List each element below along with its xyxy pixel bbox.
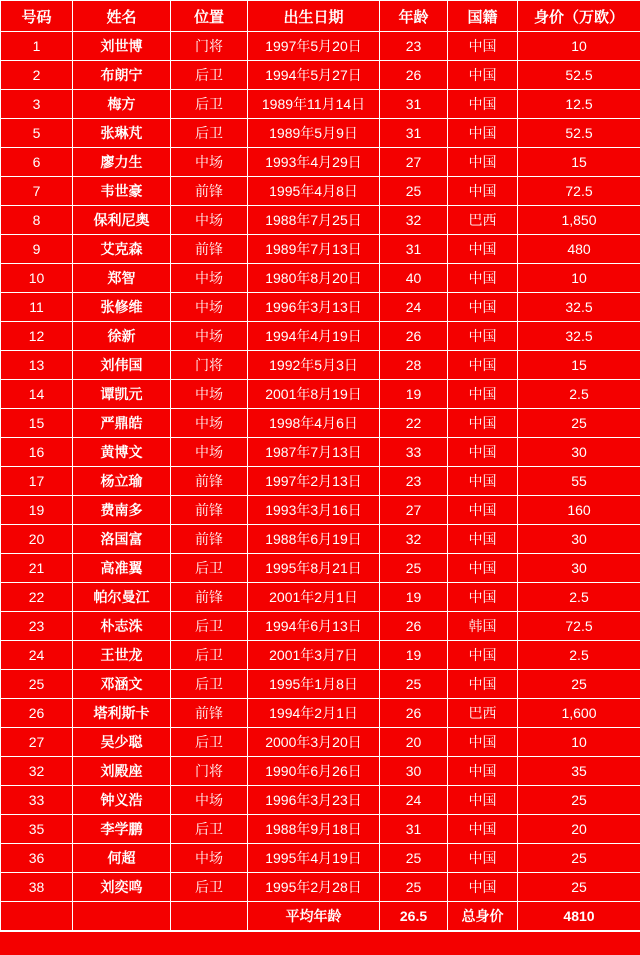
cell-age: 23 [380, 32, 448, 61]
cell-nationality: 中国 [448, 670, 518, 699]
table-row[interactable] [1, 409, 640, 438]
cell-position: 后卫 [171, 873, 248, 902]
bottom-strip [0, 931, 640, 955]
cell-birthdate: 1993年4月29日 [248, 148, 380, 177]
cell-name: 钟义浩 [73, 786, 171, 815]
cell-position: 中场 [171, 786, 248, 815]
table-row[interactable] [1, 438, 640, 467]
cell-nationality: 中国 [448, 32, 518, 61]
cell-age: 24 [380, 293, 448, 322]
cell-market-value: 480 [518, 235, 640, 264]
cell-number: 35 [1, 815, 73, 844]
cell-birthdate: 2001年3月7日 [248, 641, 380, 670]
cell-name: 王世龙 [73, 641, 171, 670]
cell-birthdate: 1994年4月19日 [248, 322, 380, 351]
cell-name: 朴志洙 [73, 612, 171, 641]
cell-age: 25 [380, 670, 448, 699]
cell-age: 26 [380, 322, 448, 351]
cell-number: 14 [1, 380, 73, 409]
cell-market-value: 10 [518, 264, 640, 293]
table-row[interactable] [1, 525, 640, 554]
cell-position: 前锋 [171, 583, 248, 612]
table-row[interactable] [1, 757, 640, 786]
table-header-row [1, 1, 640, 32]
cell-nationality: 巴西 [448, 699, 518, 728]
cell-market-value: 10 [518, 32, 640, 61]
table-row[interactable] [1, 32, 640, 61]
cell-number: 15 [1, 409, 73, 438]
cell-market-value: 55 [518, 467, 640, 496]
cell-nationality: 中国 [448, 815, 518, 844]
cell-market-value: 2.5 [518, 380, 640, 409]
cell-age: 20 [380, 728, 448, 757]
cell-name: 费南多 [73, 496, 171, 525]
cell-name: 梅方 [73, 90, 171, 119]
cell-position: 前锋 [171, 699, 248, 728]
cell-nationality: 中国 [448, 409, 518, 438]
table-row[interactable] [1, 641, 640, 670]
cell-position: 中场 [171, 322, 248, 351]
table-header [1, 1, 640, 32]
table-row[interactable] [1, 61, 640, 90]
cell-number: 19 [1, 496, 73, 525]
cell-birthdate: 1996年3月13日 [248, 293, 380, 322]
cell-number: 9 [1, 235, 73, 264]
table-row[interactable] [1, 351, 640, 380]
summary-average-age-value: 26.5 [380, 902, 448, 931]
cell-nationality: 中国 [448, 148, 518, 177]
cell-number: 6 [1, 148, 73, 177]
cell-name: 郑智 [73, 264, 171, 293]
column-header-market-value: 身价（万欧） [518, 1, 640, 32]
cell-nationality: 中国 [448, 757, 518, 786]
cell-nationality: 中国 [448, 351, 518, 380]
cell-number: 17 [1, 467, 73, 496]
cell-position: 后卫 [171, 61, 248, 90]
cell-name: 廖力生 [73, 148, 171, 177]
cell-nationality: 中国 [448, 119, 518, 148]
cell-age: 32 [380, 525, 448, 554]
cell-nationality: 中国 [448, 641, 518, 670]
cell-number: 24 [1, 641, 73, 670]
cell-market-value: 30 [518, 554, 640, 583]
summary-total-value-label: 总身价 [448, 902, 518, 931]
cell-position: 后卫 [171, 554, 248, 583]
table-row[interactable] [1, 873, 640, 902]
cell-nationality: 中国 [448, 90, 518, 119]
cell-birthdate: 1989年7月13日 [248, 235, 380, 264]
cell-age: 25 [380, 873, 448, 902]
cell-birthdate: 1980年8月20日 [248, 264, 380, 293]
cell-position: 门将 [171, 757, 248, 786]
table-row[interactable] [1, 206, 640, 235]
cell-number: 33 [1, 786, 73, 815]
column-header-age: 年龄 [380, 1, 448, 32]
cell-birthdate: 1992年5月3日 [248, 351, 380, 380]
cell-market-value: 1,600 [518, 699, 640, 728]
cell-position: 中场 [171, 293, 248, 322]
table-row[interactable] [1, 467, 640, 496]
cell-age: 22 [380, 409, 448, 438]
cell-market-value: 2.5 [518, 641, 640, 670]
cell-market-value: 160 [518, 496, 640, 525]
cell-name: 高准翼 [73, 554, 171, 583]
cell-market-value: 25 [518, 670, 640, 699]
cell-market-value: 52.5 [518, 119, 640, 148]
cell-nationality: 中国 [448, 380, 518, 409]
cell-position: 后卫 [171, 119, 248, 148]
cell-age: 27 [380, 148, 448, 177]
cell-market-value: 20 [518, 815, 640, 844]
table-row[interactable] [1, 496, 640, 525]
cell-name: 黄博文 [73, 438, 171, 467]
cell-nationality: 中国 [448, 61, 518, 90]
cell-nationality: 中国 [448, 496, 518, 525]
cell-name: 谭凯元 [73, 380, 171, 409]
cell-number: 32 [1, 757, 73, 786]
cell-age: 27 [380, 496, 448, 525]
cell-number: 10 [1, 264, 73, 293]
cell-market-value: 12.5 [518, 90, 640, 119]
cell-birthdate: 1995年4月8日 [248, 177, 380, 206]
cell-nationality: 中国 [448, 873, 518, 902]
table-row[interactable] [1, 264, 640, 293]
cell-position: 后卫 [171, 90, 248, 119]
cell-birthdate: 1996年3月23日 [248, 786, 380, 815]
cell-number: 36 [1, 844, 73, 873]
cell-age: 31 [380, 815, 448, 844]
cell-birthdate: 1988年7月25日 [248, 206, 380, 235]
cell-age: 25 [380, 844, 448, 873]
cell-birthdate: 1990年6月26日 [248, 757, 380, 786]
cell-number: 22 [1, 583, 73, 612]
cell-number: 26 [1, 699, 73, 728]
cell-position: 门将 [171, 351, 248, 380]
cell-nationality: 中国 [448, 322, 518, 351]
cell-number: 2 [1, 61, 73, 90]
cell-number: 7 [1, 177, 73, 206]
cell-birthdate: 1988年9月18日 [248, 815, 380, 844]
cell-position: 中场 [171, 148, 248, 177]
table-row[interactable] [1, 293, 640, 322]
cell-position: 中场 [171, 844, 248, 873]
cell-birthdate: 1994年6月13日 [248, 612, 380, 641]
column-header-birthdate: 出生日期 [248, 1, 380, 32]
cell-market-value: 30 [518, 525, 640, 554]
cell-number: 20 [1, 525, 73, 554]
cell-position: 前锋 [171, 496, 248, 525]
cell-birthdate: 1995年1月8日 [248, 670, 380, 699]
cell-birthdate: 1989年5月9日 [248, 119, 380, 148]
cell-age: 31 [380, 235, 448, 264]
summary-average-age-label: 平均年龄 [248, 902, 380, 931]
cell-nationality: 中国 [448, 264, 518, 293]
cell-birthdate: 2000年3月20日 [248, 728, 380, 757]
cell-market-value: 72.5 [518, 612, 640, 641]
cell-birthdate: 1998年4月6日 [248, 409, 380, 438]
table-row[interactable] [1, 844, 640, 873]
cell-name: 刘世博 [73, 32, 171, 61]
cell-birthdate: 1995年2月28日 [248, 873, 380, 902]
cell-position: 后卫 [171, 728, 248, 757]
cell-age: 32 [380, 206, 448, 235]
cell-age: 40 [380, 264, 448, 293]
table-row[interactable] [1, 815, 640, 844]
table-row[interactable] [1, 90, 640, 119]
cell-market-value: 25 [518, 409, 640, 438]
cell-name: 严鼎皓 [73, 409, 171, 438]
cell-name: 布朗宁 [73, 61, 171, 90]
cell-nationality: 中国 [448, 293, 518, 322]
cell-number: 21 [1, 554, 73, 583]
cell-birthdate: 1995年8月21日 [248, 554, 380, 583]
cell-market-value: 25 [518, 844, 640, 873]
cell-position: 后卫 [171, 815, 248, 844]
cell-position: 后卫 [171, 641, 248, 670]
cell-name: 杨立瑜 [73, 467, 171, 496]
summary-row [1, 902, 640, 931]
cell-name: 韦世豪 [73, 177, 171, 206]
column-header-nationality: 国籍 [448, 1, 518, 32]
cell-position: 门将 [171, 32, 248, 61]
cell-nationality: 中国 [448, 786, 518, 815]
cell-market-value: 35 [518, 757, 640, 786]
cell-market-value: 52.5 [518, 61, 640, 90]
table-row[interactable] [1, 119, 640, 148]
cell-number: 13 [1, 351, 73, 380]
cell-number: 38 [1, 873, 73, 902]
cell-market-value: 25 [518, 786, 640, 815]
cell-number: 3 [1, 90, 73, 119]
cell-market-value: 30 [518, 438, 640, 467]
cell-market-value: 2.5 [518, 583, 640, 612]
cell-market-value: 25 [518, 873, 640, 902]
cell-position: 中场 [171, 438, 248, 467]
cell-age: 28 [380, 351, 448, 380]
cell-market-value: 72.5 [518, 177, 640, 206]
cell-position: 前锋 [171, 235, 248, 264]
cell-number: 23 [1, 612, 73, 641]
cell-age: 25 [380, 177, 448, 206]
cell-number: 8 [1, 206, 73, 235]
cell-birthdate: 2001年8月19日 [248, 380, 380, 409]
cell-birthdate: 1988年6月19日 [248, 525, 380, 554]
cell-market-value: 32.5 [518, 322, 640, 351]
cell-position: 后卫 [171, 612, 248, 641]
cell-birthdate: 2001年2月1日 [248, 583, 380, 612]
cell-nationality: 中国 [448, 844, 518, 873]
column-header-position: 位置 [171, 1, 248, 32]
cell-age: 26 [380, 699, 448, 728]
summary-blank-name [73, 902, 171, 931]
cell-age: 19 [380, 641, 448, 670]
cell-market-value: 32.5 [518, 293, 640, 322]
cell-nationality: 中国 [448, 467, 518, 496]
cell-position: 后卫 [171, 670, 248, 699]
table-body [1, 32, 640, 931]
cell-name: 刘伟国 [73, 351, 171, 380]
cell-birthdate: 1987年7月13日 [248, 438, 380, 467]
cell-position: 中场 [171, 206, 248, 235]
cell-age: 23 [380, 467, 448, 496]
cell-name: 刘殿座 [73, 757, 171, 786]
cell-nationality: 中国 [448, 728, 518, 757]
cell-nationality: 中国 [448, 525, 518, 554]
table-row[interactable] [1, 554, 640, 583]
cell-age: 26 [380, 612, 448, 641]
cell-number: 5 [1, 119, 73, 148]
cell-number: 25 [1, 670, 73, 699]
table-row[interactable] [1, 148, 640, 177]
cell-number: 11 [1, 293, 73, 322]
cell-name: 张琳芃 [73, 119, 171, 148]
cell-market-value: 1,850 [518, 206, 640, 235]
cell-number: 1 [1, 32, 73, 61]
table-row[interactable] [1, 235, 640, 264]
table-row[interactable] [1, 786, 640, 815]
cell-name: 邓涵文 [73, 670, 171, 699]
cell-age: 30 [380, 757, 448, 786]
cell-birthdate: 1993年3月16日 [248, 496, 380, 525]
cell-birthdate: 1997年2月13日 [248, 467, 380, 496]
cell-number: 16 [1, 438, 73, 467]
table-row[interactable] [1, 699, 640, 728]
cell-age: 24 [380, 786, 448, 815]
table-row[interactable] [1, 380, 640, 409]
cell-name: 吴少聪 [73, 728, 171, 757]
cell-position: 前锋 [171, 177, 248, 206]
table-row[interactable] [1, 670, 640, 699]
cell-age: 31 [380, 90, 448, 119]
cell-birthdate: 1995年4月19日 [248, 844, 380, 873]
cell-name: 帕尔曼江 [73, 583, 171, 612]
cell-nationality: 中国 [448, 438, 518, 467]
cell-age: 19 [380, 380, 448, 409]
cell-nationality: 韩国 [448, 612, 518, 641]
table-row[interactable] [1, 177, 640, 206]
summary-blank-position [171, 902, 248, 931]
cell-name: 何超 [73, 844, 171, 873]
cell-name: 张修维 [73, 293, 171, 322]
summary-blank-number [1, 902, 73, 931]
cell-age: 19 [380, 583, 448, 612]
column-header-number: 号码 [1, 1, 73, 32]
cell-position: 前锋 [171, 467, 248, 496]
cell-age: 25 [380, 554, 448, 583]
cell-name: 保利尼奥 [73, 206, 171, 235]
cell-birthdate: 1994年5月27日 [248, 61, 380, 90]
cell-number: 12 [1, 322, 73, 351]
table-row[interactable] [1, 583, 640, 612]
cell-name: 李学鹏 [73, 815, 171, 844]
cell-name: 徐新 [73, 322, 171, 351]
cell-position: 中场 [171, 380, 248, 409]
cell-market-value: 10 [518, 728, 640, 757]
cell-name: 刘奕鸣 [73, 873, 171, 902]
cell-name: 洛国富 [73, 525, 171, 554]
cell-position: 中场 [171, 264, 248, 293]
cell-name: 艾克森 [73, 235, 171, 264]
cell-market-value: 15 [518, 351, 640, 380]
cell-position: 前锋 [171, 525, 248, 554]
table-row[interactable] [1, 322, 640, 351]
cell-market-value: 15 [518, 148, 640, 177]
cell-nationality: 中国 [448, 235, 518, 264]
cell-name: 塔利斯卡 [73, 699, 171, 728]
table-row[interactable] [1, 612, 640, 641]
cell-age: 33 [380, 438, 448, 467]
cell-birthdate: 1997年5月20日 [248, 32, 380, 61]
cell-nationality: 中国 [448, 177, 518, 206]
column-header-name: 姓名 [73, 1, 171, 32]
cell-birthdate: 1994年2月1日 [248, 699, 380, 728]
cell-position: 中场 [171, 409, 248, 438]
cell-number: 27 [1, 728, 73, 757]
cell-age: 31 [380, 119, 448, 148]
summary-total-value-amount: 4810 [518, 902, 640, 931]
cell-nationality: 中国 [448, 554, 518, 583]
cell-nationality: 中国 [448, 583, 518, 612]
table-row[interactable] [1, 728, 640, 757]
cell-birthdate: 1989年11月14日 [248, 90, 380, 119]
cell-nationality: 巴西 [448, 206, 518, 235]
cell-age: 26 [380, 61, 448, 90]
